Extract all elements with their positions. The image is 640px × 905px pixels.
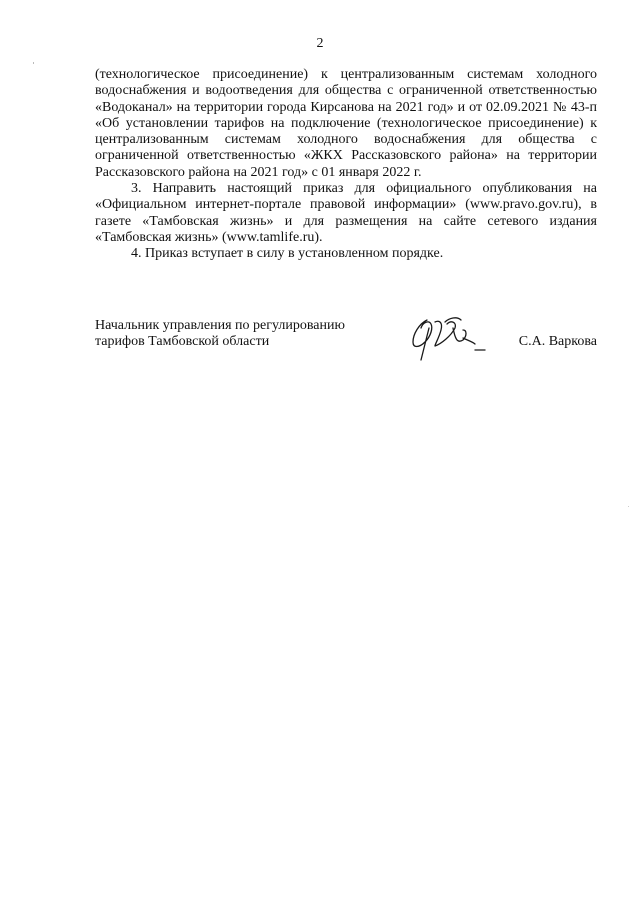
signer-title-line-1: Начальник управления по регулированию	[95, 318, 345, 333]
signature-block	[95, 318, 597, 378]
handwritten-signature	[405, 314, 495, 362]
paragraph-item-4: 4. Приказ вступает в силу в установленном порядке.	[131, 246, 444, 262]
scan-speck	[33, 62, 34, 64]
paragraph-continuation: (технологическое присоединение) к централизованным системам холодного водоснабжения и водоотведения для общества с ограниченной ответственностью «Водоканал» на территории города Кирсанова на 2021 год» и от 02.09.2021 № 43-п «Об установлении тарифов на подключение (технологическое присоединение) к централизованным системам холодного водоснабжения для общества с ограниченной ответственностью «ЖКХ Рассказовского района» на территории Рассказовского района на 2021 год» с 01 января 2022 г.	[95, 67, 597, 180]
signer-name: С.А. Варкова	[518, 334, 597, 349]
document-body	[95, 67, 597, 263]
paragraph-item-3: 3. Направить настоящий приказ для официального опубликования на «Официальном интернет-портале правовой информации» (www.pravo.gov.ru), в газете «Тамбовская жизнь» и для размещения на сайте сетевого издания «Тамбовская жизнь» (www.tamlife.ru).	[95, 181, 597, 245]
page-number: 2	[316, 36, 324, 51]
signer-title	[95, 318, 345, 350]
scan-speck	[628, 506, 629, 507]
signer-title-line-2: тарифов Тамбовской области	[95, 334, 270, 349]
